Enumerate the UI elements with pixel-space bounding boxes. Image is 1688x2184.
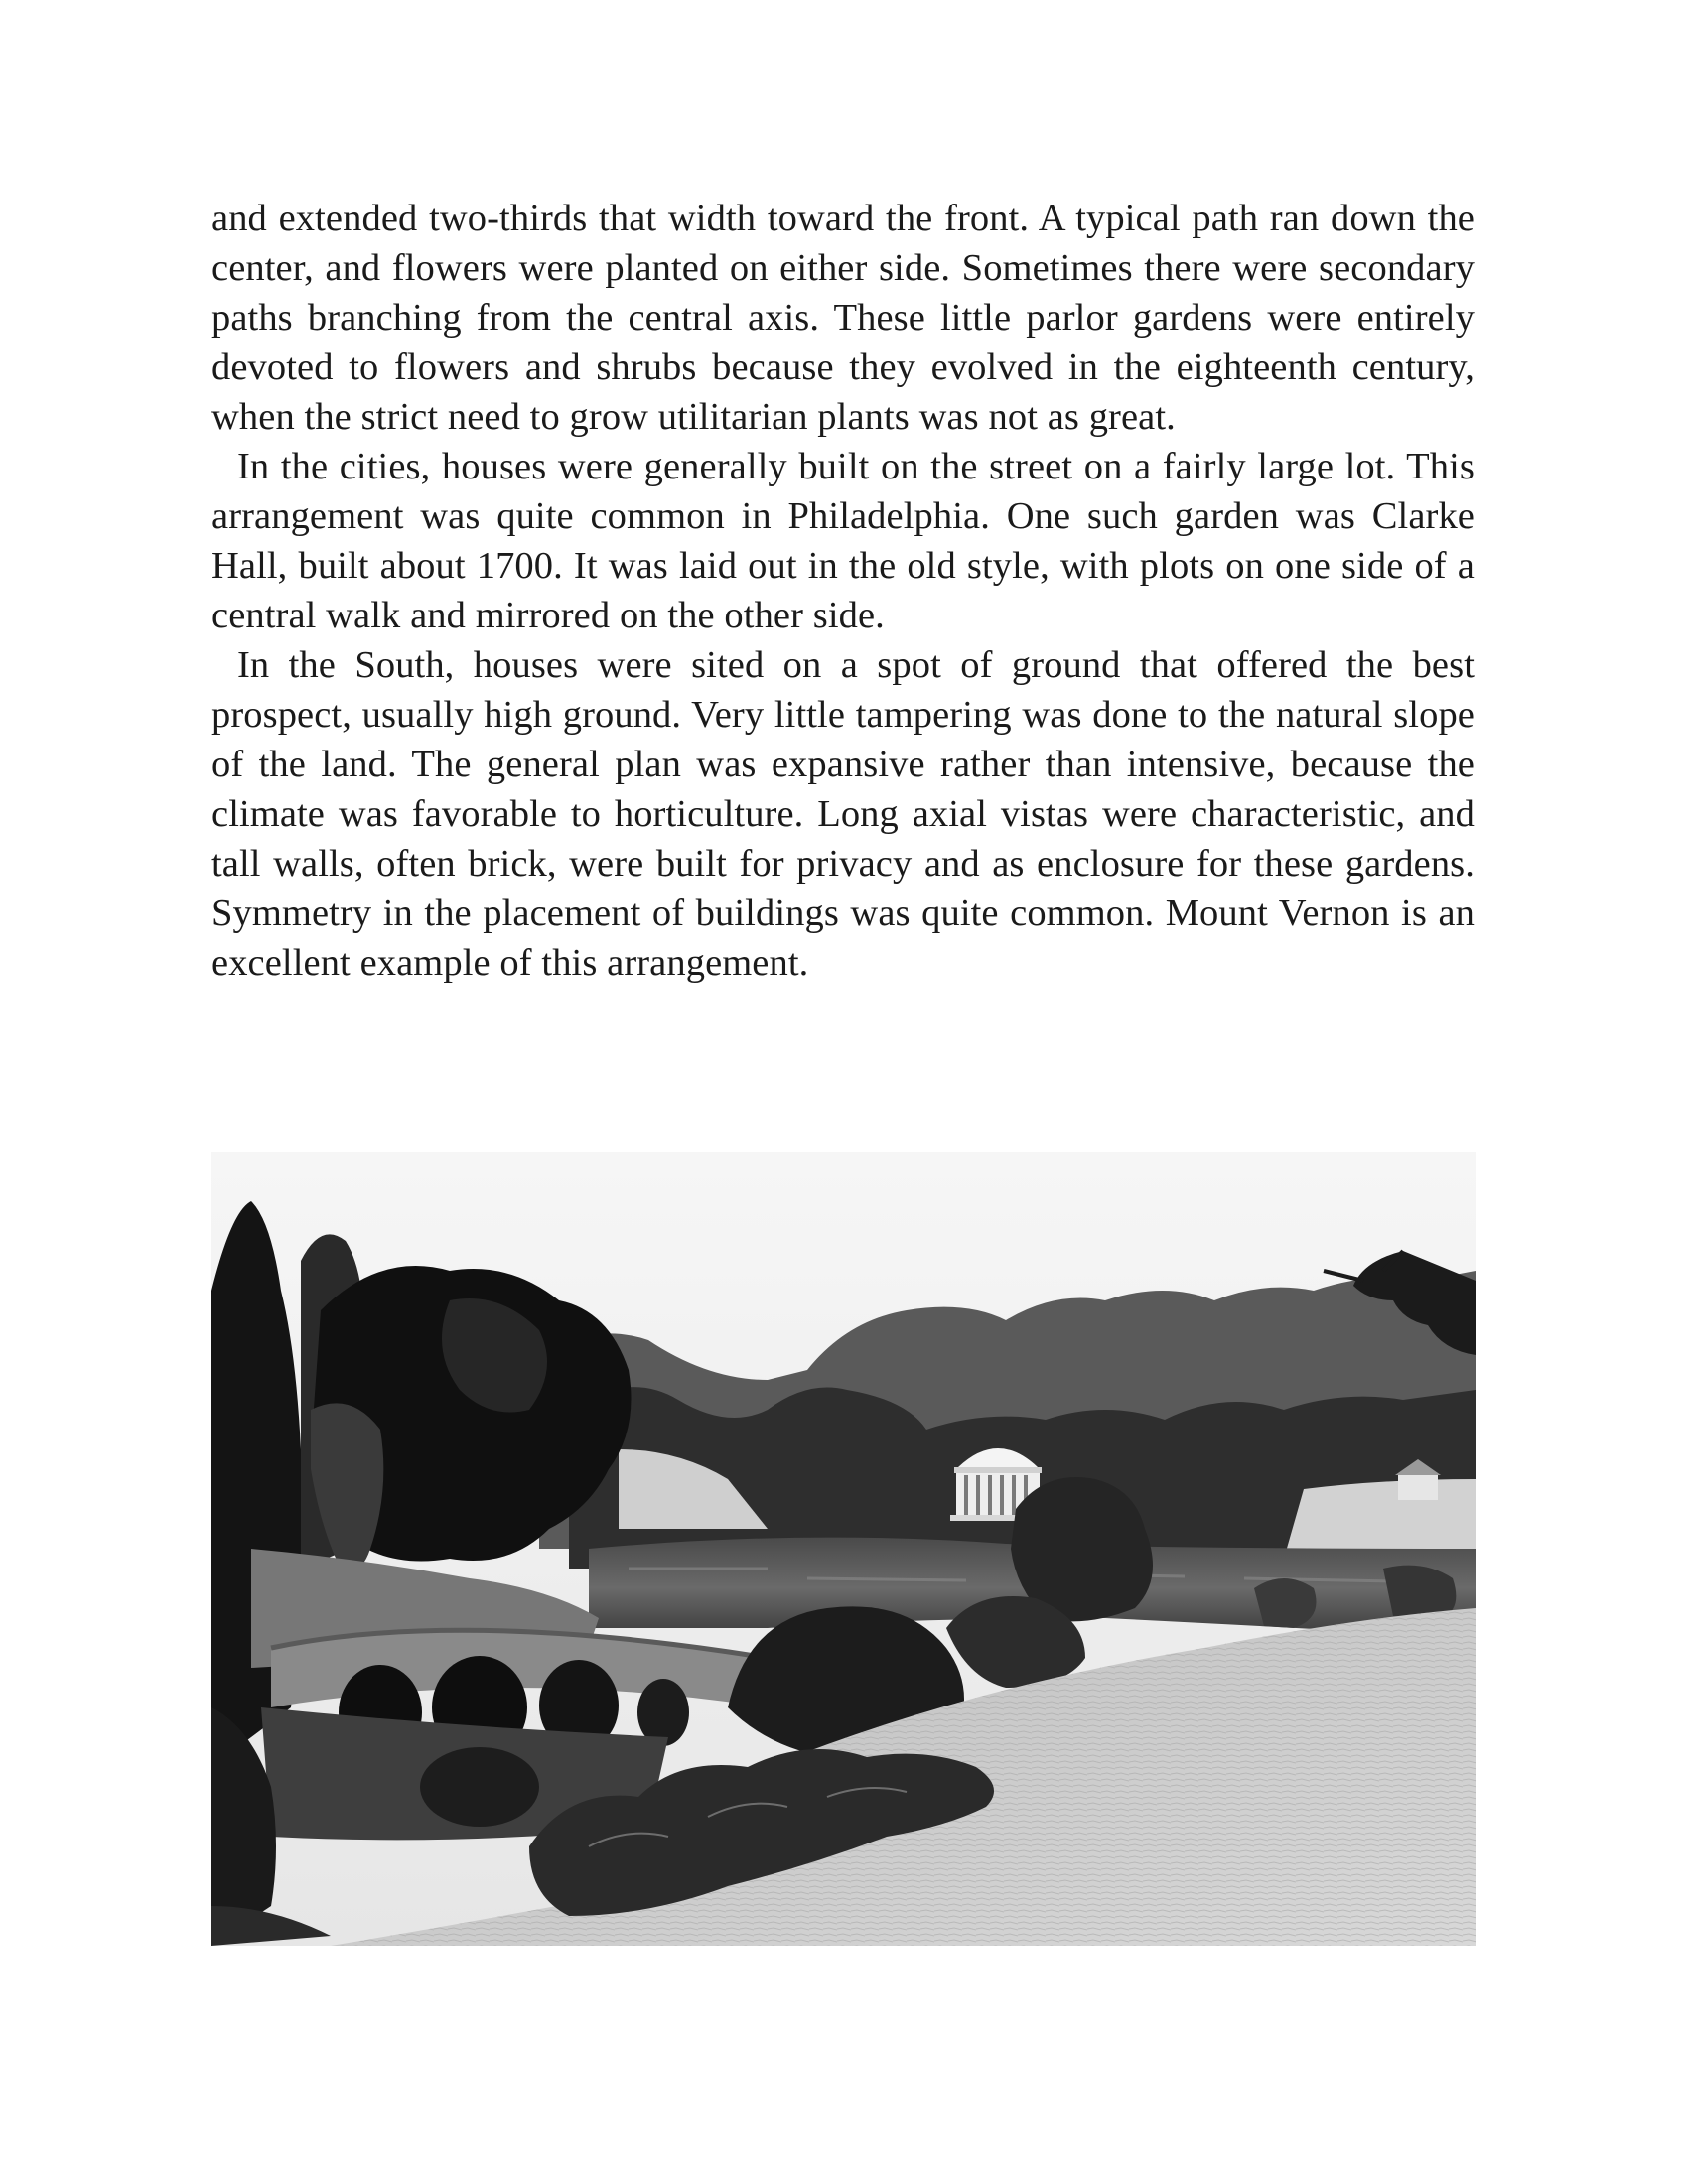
right-small-trees bbox=[1254, 1578, 1317, 1628]
body-text bbox=[211, 194, 1475, 988]
photo-illustration bbox=[211, 1152, 1476, 1946]
landscape-garden-photo bbox=[211, 1152, 1476, 1946]
far-lawn-right bbox=[1284, 1479, 1476, 1559]
paragraph-continued: and extended two-thirds that width toward the front. A typical path ran down the center, and flowers were planted on either side. Sometimes there were secondary paths branching from the central axis. These little parlor gardens were entirely devoted to flowers and shrubs because they evolved in the eighteenth century, when the strict need to grow utilitarian plants was not as great. bbox=[211, 198, 1475, 438]
paragraph-cities: In the cities, houses were generally built on the street on a fairly large lot. This arrangement was quite common in Philadelphia. One such garden was Clarke Hall, built about 1700. It was laid out in the old style, with plots on one side of a central walk and mirrored on the other side. bbox=[211, 446, 1475, 636]
paragraph-south: In the South, houses were sited on a spot of ground that offered the best prospect, usually high ground. Very little tampering was done to the natural slope of the land. The general plan was expansive rather than intensive, because the climate was favorable to horticulture. Long axial vistas were characteristic, and tall walls, often brick, were built for privacy and as enclosure for these gardens. Symmetry in the placement of buildings was quite common. Mount Vernon is an excellent example of this arrangement. bbox=[211, 644, 1475, 984]
